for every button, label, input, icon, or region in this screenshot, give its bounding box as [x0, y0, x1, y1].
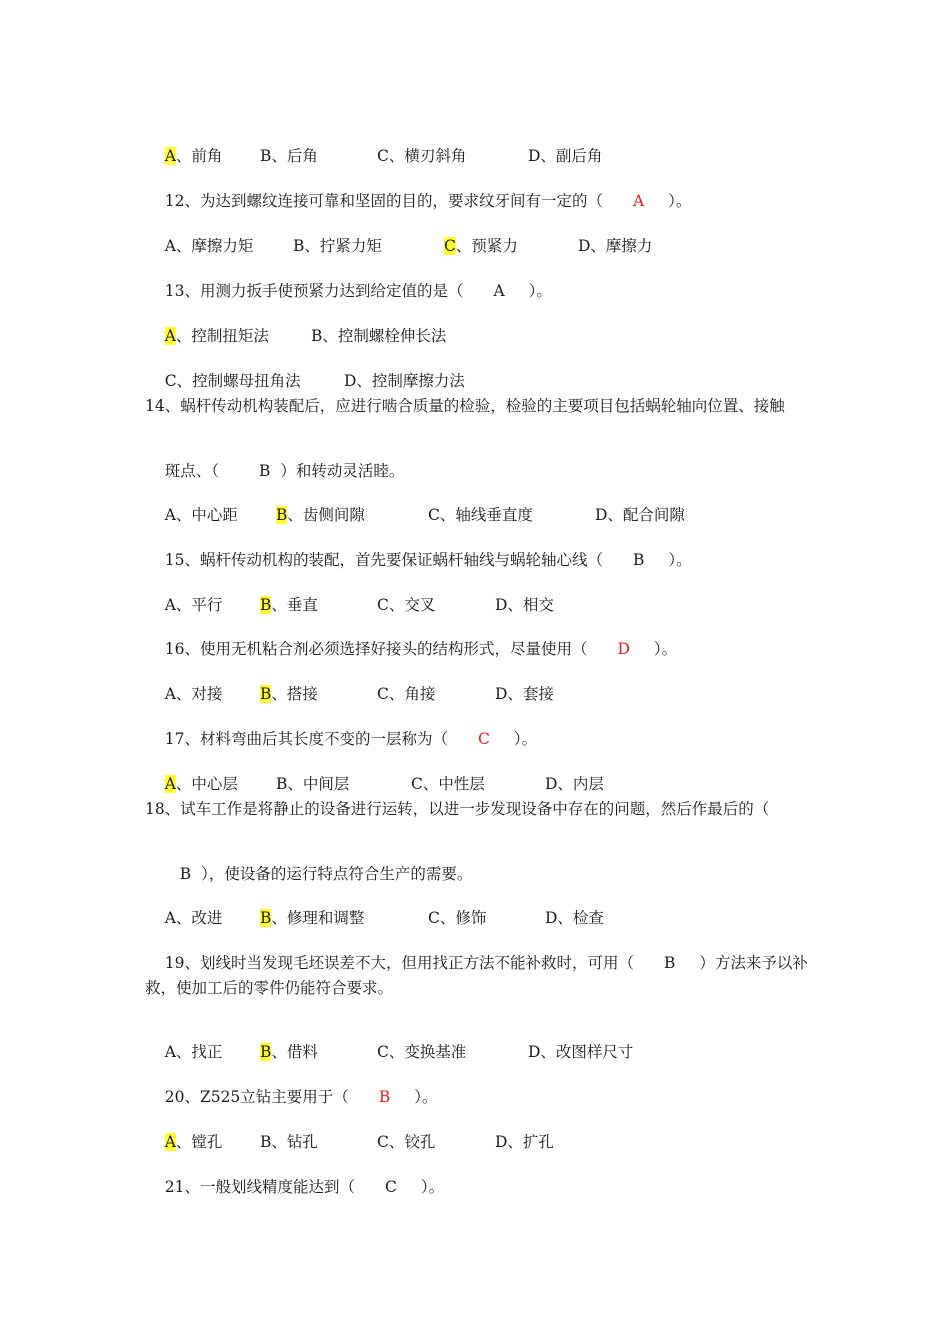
- question-17: 17、材料弯曲后其长度不变的一层称为（ C ）。: [164, 730, 538, 748]
- question-19-line2: 救，使加工后的零件仍能符合要求。: [145, 979, 394, 997]
- option-d: D、检查: [545, 909, 604, 927]
- question-20: 20、Z525立钻主要用于（ B ）。: [164, 1088, 438, 1106]
- option-d: D、内层: [545, 775, 604, 793]
- option-c: C、预紧力: [444, 237, 518, 255]
- option-c: C、控制螺母扭角法: [164, 372, 301, 390]
- question-18-line2: B ），使设备的运行特点符合生产的需要。: [179, 865, 473, 883]
- answer: A: [632, 192, 645, 210]
- answer-highlight: B: [260, 596, 272, 614]
- answer-highlight: A: [164, 1133, 176, 1151]
- question-12: 12、为达到螺纹连接可靠和坚固的目的，要求纹牙间有一定的（ A ）。: [164, 192, 692, 210]
- answer-highlight: A: [164, 147, 176, 165]
- answer-highlight: B: [260, 909, 272, 927]
- option-c: C、修饰: [428, 909, 487, 927]
- answer: B: [378, 1088, 391, 1106]
- option-a: A、镗孔: [164, 1133, 223, 1151]
- option-c: C、铰孔: [377, 1133, 436, 1151]
- answer: D: [617, 640, 630, 658]
- option-d: D、配合间隙: [595, 506, 685, 524]
- option-d: D、相交: [495, 596, 554, 614]
- question-13: 13、用测力扳手使预紧力达到给定值的是（ A ）。: [164, 282, 552, 300]
- answer: B: [632, 551, 645, 569]
- option-d: D、摩擦力: [578, 237, 653, 255]
- option-d: D、副后角: [528, 147, 603, 165]
- option-b: B、控制螺栓伸长法: [311, 327, 447, 345]
- option-c: C、横刃斜角: [377, 147, 467, 165]
- option-a: A、中心距: [164, 506, 238, 524]
- option-a: A、对接: [164, 685, 223, 703]
- question-21: 21、一般划线精度能达到（ C ）。: [164, 1178, 445, 1196]
- option-d: D、扩孔: [495, 1133, 554, 1151]
- option-a: A、控制扭矩法: [164, 327, 269, 345]
- answer-highlight: A: [164, 775, 176, 793]
- option-b: B、齿侧间隙: [276, 506, 365, 524]
- option-c: C、交叉: [377, 596, 436, 614]
- option-a: A、平行: [164, 596, 223, 614]
- option-a: A、摩擦力矩: [164, 237, 254, 255]
- option-c: C、中性层: [411, 775, 485, 793]
- question-19-line1: 19、划线时当发现毛坯误差不大，但用找正方法不能补救时，可用（ B ）方法来予以补: [164, 954, 808, 972]
- answer: B: [663, 954, 676, 972]
- question-15: 15、蜗杆传动机构的装配，首先要保证蜗杆轴线与蜗轮轴心线（ B ）。: [164, 551, 692, 569]
- answer: C: [384, 1178, 397, 1196]
- option-d: D、改图样尺寸: [528, 1043, 634, 1061]
- option-b: B、搭接: [260, 685, 318, 703]
- option-b: B、借料: [260, 1043, 318, 1061]
- answer: B: [179, 865, 192, 883]
- answer-highlight: C: [444, 237, 456, 255]
- option-a: A、改进: [164, 909, 223, 927]
- question-14-line1: 14、蜗杆传动机构装配后，应进行啮合质量的检验，检验的主要项目包括蜗轮轴向位置、接触: [145, 397, 785, 415]
- option-b: B、垂直: [260, 596, 318, 614]
- option-c: C、轴线垂直度: [428, 506, 533, 524]
- option-d: D、套接: [495, 685, 554, 703]
- answer: A: [493, 282, 505, 300]
- question-14-line2: 斑点、（ B ）和转动灵活睦。: [164, 462, 405, 480]
- option-b: B、修理和调整: [260, 909, 365, 927]
- option-a: A、中心层: [164, 775, 238, 793]
- option-c: C、角接: [377, 685, 436, 703]
- option-a: A、找正: [164, 1043, 223, 1061]
- answer: C: [477, 730, 490, 748]
- option-b: B、中间层: [276, 775, 350, 793]
- option-c: C、变换基准: [377, 1043, 467, 1061]
- question-16: 16、使用无机粘合剂必须选择好接头的结构形式，尽量使用（ D ）。: [164, 640, 678, 658]
- answer-highlight: B: [260, 1043, 272, 1061]
- option-b: B、钻孔: [260, 1133, 318, 1151]
- option-b: B、后角: [260, 147, 318, 165]
- option-b: B、拧紧力矩: [293, 237, 382, 255]
- answer-highlight: B: [260, 685, 272, 703]
- question-18-line1: 18、试车工作是将静止的设备进行运转，以进一步发现设备中存在的问题，然后作最后的（: [145, 800, 770, 818]
- answer-highlight: A: [164, 327, 176, 345]
- option-d: D、控制摩擦力法: [344, 372, 465, 390]
- answer-highlight: B: [276, 506, 288, 524]
- option-a: A、前角: [164, 147, 223, 165]
- answer: B: [258, 462, 271, 480]
